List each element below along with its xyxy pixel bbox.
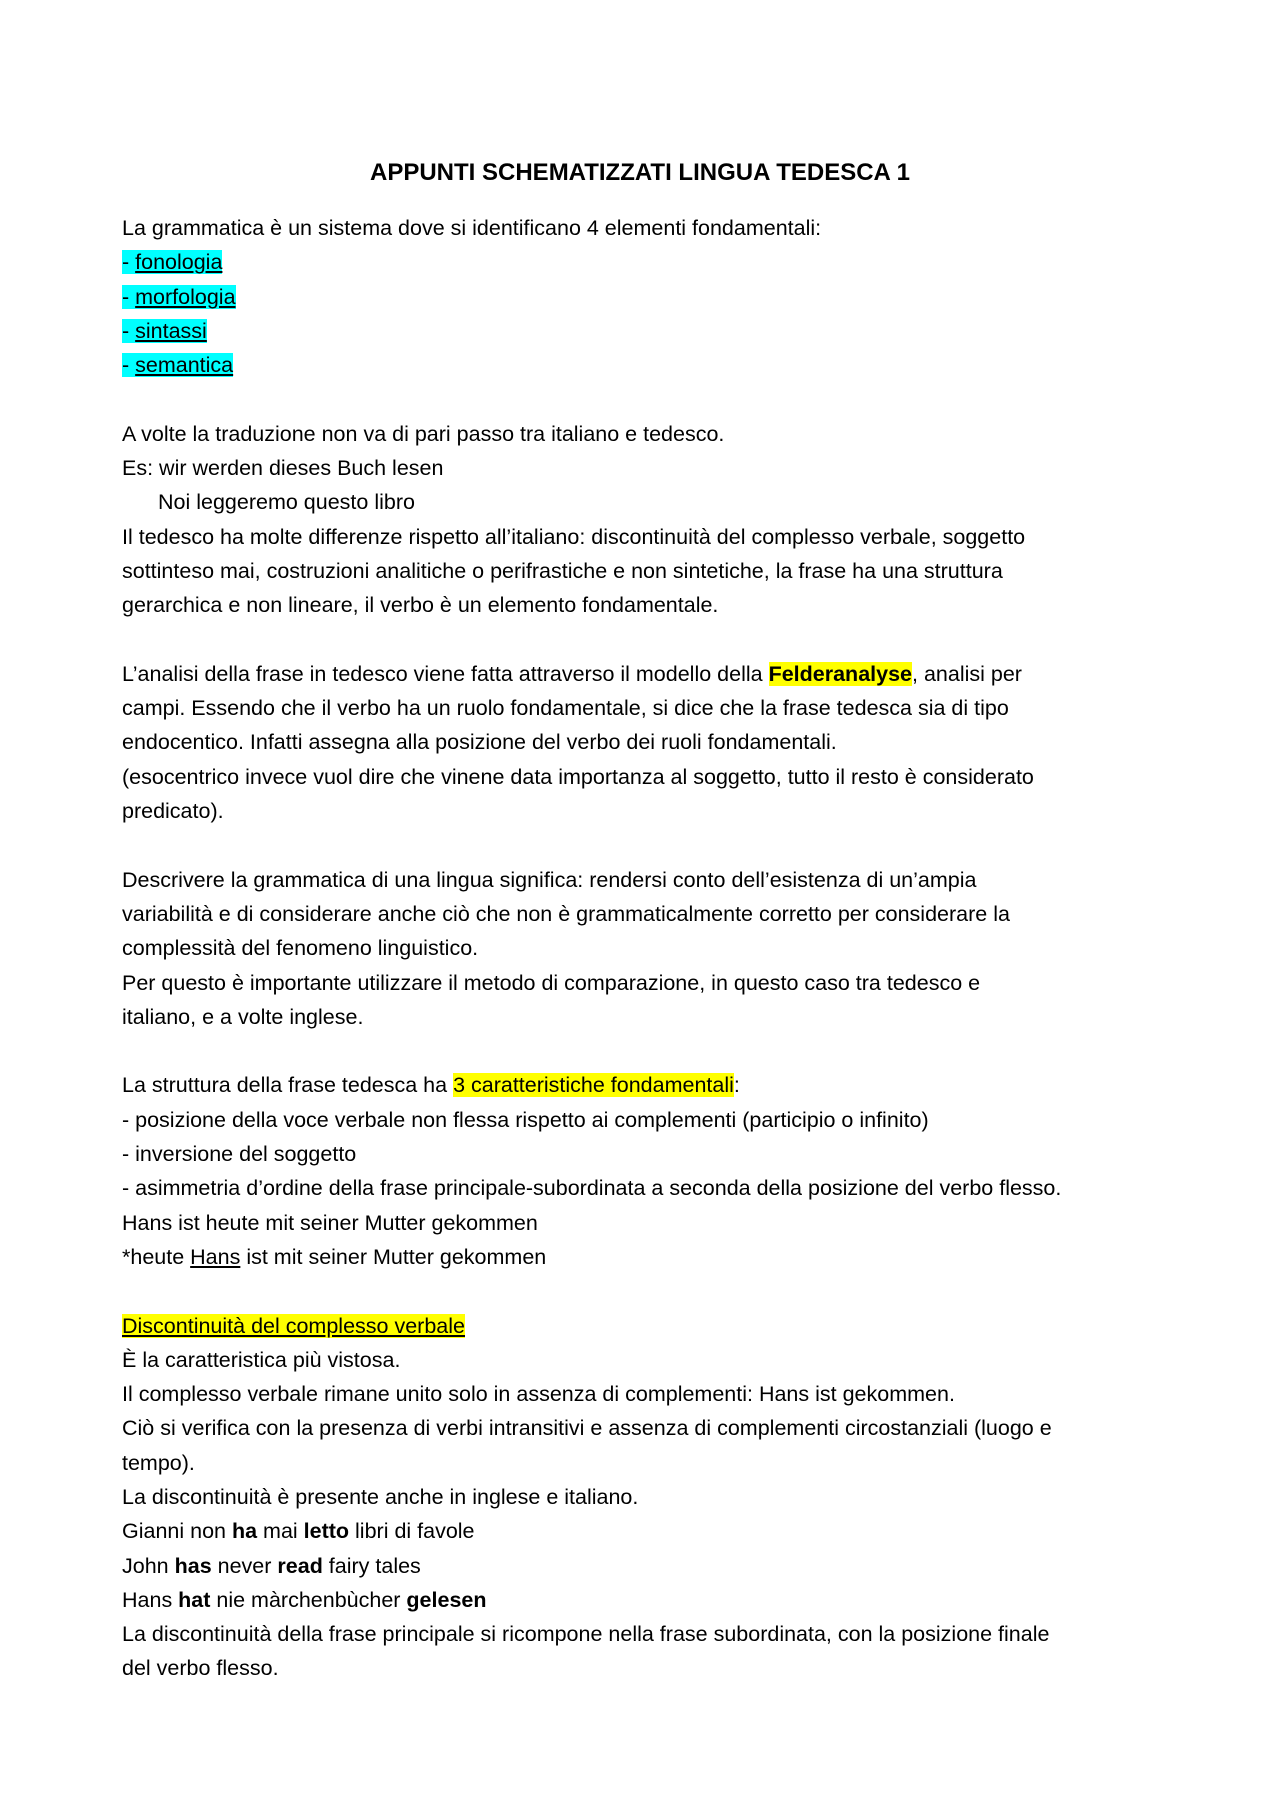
list-item-semantica: - semantica xyxy=(122,353,234,378)
example-line-english: John has never read fairy tales xyxy=(122,1553,421,1578)
highlight-caratteristiche: 3 caratteristiche fondamentali xyxy=(453,1073,734,1098)
paragraph-line: predicato). xyxy=(122,799,224,824)
paragraph-line: Noi leggeremo questo libro xyxy=(158,490,415,515)
paragraph-line: del verbo flesso. xyxy=(122,1656,279,1681)
page-title: APPUNTI SCHEMATIZZATI LINGUA TEDESCA 1 xyxy=(370,159,910,186)
list-item-sintassi: - sintassi xyxy=(122,318,207,343)
highlight-felderanalyse: Felderanalyse xyxy=(768,661,912,686)
paragraph-line: variabilità e di considerare anche ciò che non è grammaticalmente corretto per considerare la xyxy=(122,901,1010,926)
paragraph-line: La discontinuità è presente anche in inglese e italiano. xyxy=(122,1484,639,1509)
paragraph-line: Per questo è importante utilizzare il metodo di comparazione, in questo caso tra tedesco e xyxy=(122,970,981,995)
list-item-fonologia: - fonologia xyxy=(122,250,223,275)
list-item-label: fonologia xyxy=(135,250,223,275)
example-line-german: Hans hat nie màrchenbùcher gelesen xyxy=(122,1587,487,1612)
paragraph-line: gerarchica e non lineare, il verbo è un elemento fondamentale. xyxy=(122,593,719,618)
paragraph-line: L’analisi della frase in tedesco viene fatta attraverso il modello della Felderanalyse, analisi per xyxy=(122,661,1022,686)
example-line: *heute Hans ist mit seiner Mutter gekommen xyxy=(122,1244,547,1269)
paragraph-line: Il tedesco ha molte differenze rispetto all’italiano: discontinuità del complesso verbale, soggetto xyxy=(122,524,1026,549)
paragraph-line: sottinteso mai, costruzioni analitiche o perifrastiche e non sintetiche, la frase ha una struttura xyxy=(122,558,1003,583)
section-heading: Discontinuità del complesso verbale xyxy=(122,1313,465,1338)
paragraph-line: Il complesso verbale rimane unito solo in assenza di complementi: Hans ist gekommen. xyxy=(122,1382,955,1407)
paragraph-line: italiano, e a volte inglese. xyxy=(122,1004,364,1029)
list-item: - posizione della voce verbale non flessa rispetto ai complementi (participio o infinito) xyxy=(122,1107,929,1132)
list-item-label: sintassi xyxy=(135,318,207,343)
paragraph-line: A volte la traduzione non va di pari passo tra italiano e tedesco. xyxy=(122,421,725,446)
example-line-italian: Gianni non ha mai letto libri di favole xyxy=(122,1519,475,1544)
list-item: - inversione del soggetto xyxy=(122,1142,357,1167)
paragraph-line: (esocentrico invece vuol dire che vinene data importanza al soggetto, tutto il resto è considerato xyxy=(122,764,1034,789)
paragraph-line: Es: wir werden dieses Buch lesen xyxy=(122,456,444,481)
paragraph-line: È la caratteristica più vistosa. xyxy=(122,1347,401,1372)
paragraph-line: endocentico. Infatti assegna alla posizione del verbo dei ruoli fondamentali. xyxy=(122,730,837,755)
paragraph-line: campi. Essendo che il verbo ha un ruolo fondamentale, si dice che la frase tedesca sia di tipo xyxy=(122,696,1009,721)
paragraph-line: tempo). xyxy=(122,1450,195,1475)
paragraph-line: Ciò si verifica con la presenza di verbi intransitivi e assenza di complementi circostanziali (luogo e xyxy=(122,1416,1052,1441)
list-item-label: morfologia xyxy=(135,284,236,309)
list-item-morfologia: - morfologia xyxy=(122,284,236,309)
paragraph-line: La discontinuità della frase principale si ricompone nella frase subordinata, con la posizione finale xyxy=(122,1622,1050,1647)
list-item: - asimmetria d’ordine della frase principale-subordinata a seconda della posizione del verbo flesso. xyxy=(122,1176,1062,1201)
paragraph-line: complessità del fenomeno linguistico. xyxy=(122,936,479,961)
intro-line: La grammatica è un sistema dove si identificano 4 elementi fondamentali: xyxy=(122,216,822,240)
example-line: Hans ist heute mit seiner Mutter gekommen xyxy=(122,1210,538,1235)
paragraph-line: Descrivere la grammatica di una lingua significa: rendersi conto dell’esistenza di un’ampia xyxy=(122,867,977,892)
list-item-label: semantica xyxy=(135,353,234,378)
document-body xyxy=(122,211,1172,1686)
paragraph-line: La struttura della frase tedesca ha 3 caratteristiche fondamentali: xyxy=(122,1073,740,1098)
